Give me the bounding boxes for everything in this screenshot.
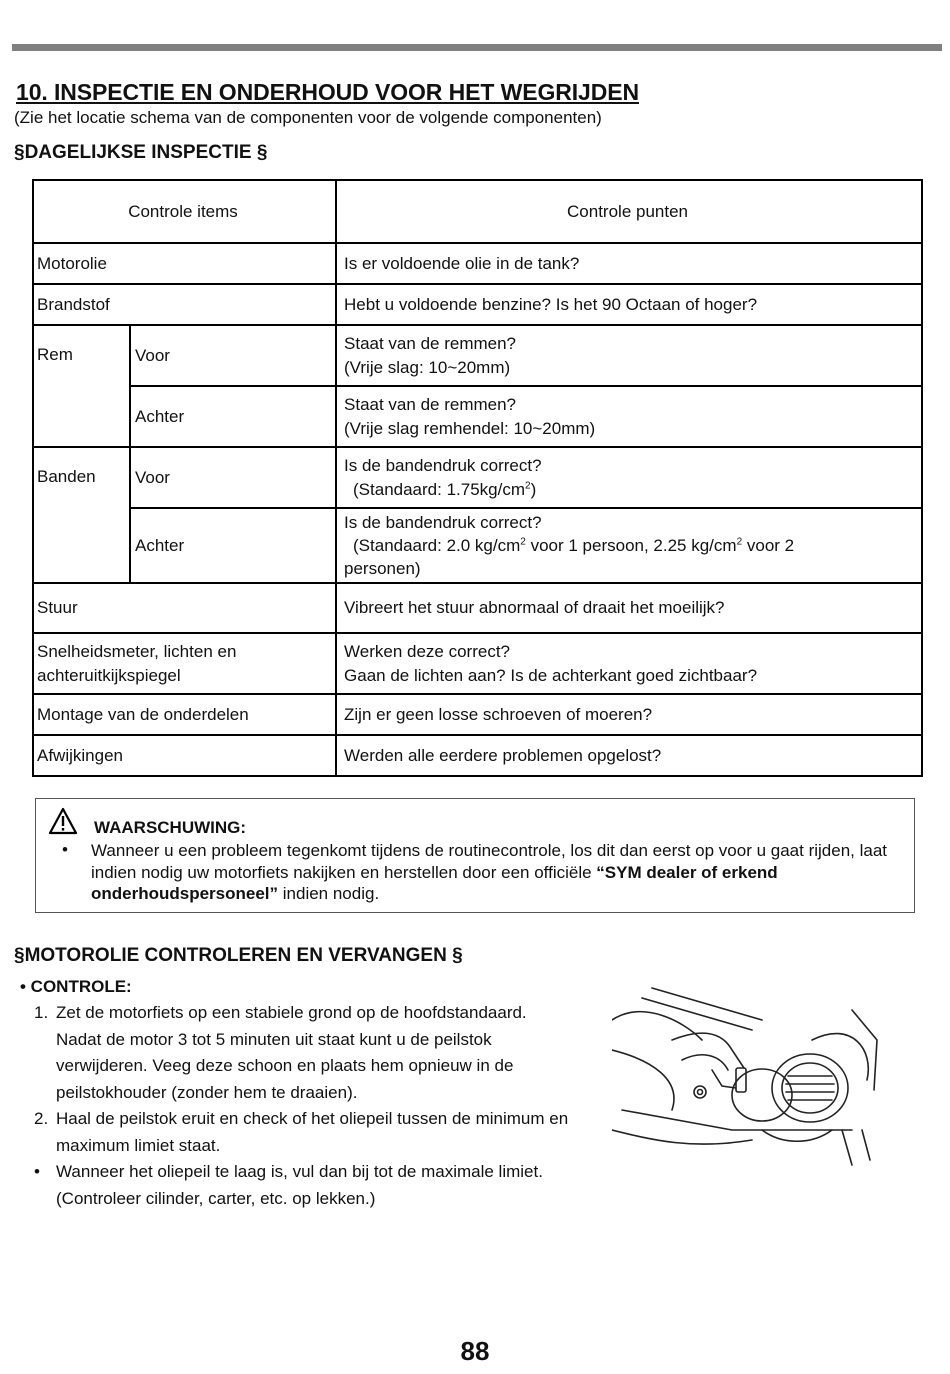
check-banden-voor-line2: [344, 478, 915, 502]
step-text: Zet de motorfiets op een stabiele grond op de hoofdstandaard. Nadat de motor 3 tot 5 minuten uit staat kunt u de peilstok verwijderen. Veeg deze schoon en plaats hem opnieuw in de peilstokhouder (zonder hem te draaien).: [56, 1003, 527, 1102]
check-rem-voor-line1: Staat van de remmen?: [344, 333, 516, 353]
step-number: •: [34, 1162, 40, 1181]
list-item: [34, 1000, 574, 1106]
check-banden-achter: [336, 508, 922, 583]
check-banden-voor: [336, 447, 922, 508]
check-rem-achter-line1: Staat van de remmen?: [344, 394, 516, 414]
check-banden-achter-line2-c: voor 2: [742, 536, 795, 555]
check-rem-achter: [336, 386, 922, 447]
check-stuur: Vibreert het stuur abnormaal of draait het moeilijk?: [336, 583, 922, 633]
item-montage: Montage van de onderdelen: [33, 694, 336, 735]
item-banden: Banden: [33, 447, 130, 583]
check-banden-voor-line2-b: ): [530, 479, 537, 499]
section-heading-oil: §MOTOROLIE CONTROLEREN EN VERVANGEN §: [14, 945, 463, 966]
page-subtitle: (Zie het locatie schema van de componenten voor de volgende componenten): [14, 108, 602, 127]
check-brandstof: Hebt u voldoende benzine? Is het 90 Octaan of hoger?: [336, 284, 922, 325]
item-stuur: Stuur: [33, 583, 336, 633]
item-snelheid-line2: achteruitkijkspiegel: [37, 665, 181, 685]
check-banden-voor-line2-a: (Standaard: 1.75kg/cm: [353, 479, 525, 499]
table-row: [33, 735, 922, 776]
check-rem-achter-line2: (Vrije slag remhendel: 10~20mm): [344, 418, 596, 438]
table-row: [33, 633, 922, 694]
list-item: [34, 1159, 574, 1212]
section-heading-daily-inspection: §DAGELIJKSE INSPECTIE §: [14, 142, 268, 163]
check-banden-achter-line2-a: (Standaard: 2.0 kg/cm: [353, 536, 521, 555]
page-title: 10. INSPECTIE EN ONDERHOUD VOOR HET WEGRIJDEN: [16, 79, 639, 105]
dipstick-illustration: [612, 980, 882, 1170]
item-snelheid: [33, 633, 336, 694]
table-header-row: [33, 180, 922, 243]
check-rem-voor-line2: (Vrije slag: 10~20mm): [344, 357, 511, 377]
check-snelheid-line1: Werken deze correct?: [344, 641, 510, 661]
step-number: 1.: [34, 1003, 49, 1022]
check-snelheid-line2: Gaan de lichten aan? Is de achterkant goed zichtbaar?: [344, 665, 758, 685]
table-row: [33, 284, 922, 325]
check-motorolie: Is er voldoende olie in de tank?: [336, 243, 922, 284]
check-banden-achter-line2-b: voor 1 persoon, 2.25 kg/cm: [525, 536, 737, 555]
oil-steps-list: [34, 1000, 574, 1212]
warning-text-a: Wanneer u een probleem tegenkomt tijdens de routinecontrole, los dit dan eerst op voor u gaat rijden, laat indien nodig uw motorfiets nakijken en herstellen door een officiële: [91, 841, 888, 882]
check-banden-achter-sup1: 2: [520, 536, 526, 548]
check-banden-achter-line2: [344, 534, 915, 557]
check-banden-achter-sup2: 2: [736, 536, 743, 548]
sub-rem-achter: Achter: [130, 386, 336, 447]
check-montage: Zijn er geen losse schroeven of moeren?: [336, 694, 922, 735]
check-banden-achter-line1: Is de bandendruk correct?: [344, 513, 542, 532]
warning-triangle-icon: [48, 807, 78, 835]
item-rem: Rem: [33, 325, 130, 447]
check-banden-voor-sup: 2: [525, 479, 531, 491]
item-afwijkingen: Afwijkingen: [33, 735, 336, 776]
item-snelheid-line1: Snelheidsmeter, lichten en: [37, 641, 237, 661]
step-text: Wanneer het oliepeil te laag is, vul dan bij tot de maximale limiet. (Controleer cilinder, carter, etc. op lekken.): [56, 1162, 543, 1208]
sub-banden-achter: Achter: [130, 508, 336, 583]
warning-text-bold: “SYM dealer of erkend onderhoudspersoneel”: [91, 862, 778, 903]
table-row: [33, 386, 922, 447]
item-motorolie: Motorolie: [33, 243, 336, 284]
sub-rem-voor: Voor: [130, 325, 336, 386]
warning-box: [35, 798, 915, 913]
step-number: 2.: [34, 1109, 49, 1128]
item-brandstof: Brandstof: [33, 284, 336, 325]
warning-text: [91, 840, 906, 905]
step-text: Haal de peilstok eruit en check of het oliepeil tussen de minimum en maximum limiet staat.: [56, 1109, 569, 1155]
table-row: [33, 694, 922, 735]
check-banden-achter-line3: personen): [344, 559, 421, 578]
check-rem-voor: [336, 325, 922, 386]
warning-text-b: indien nodig.: [278, 884, 380, 903]
header-controle-punten: Controle punten: [336, 180, 922, 243]
inspection-table: [32, 179, 923, 777]
header-controle-items: Controle items: [33, 180, 336, 243]
table-row: [33, 325, 922, 386]
check-snelheid: [336, 633, 922, 694]
page-number: 88: [460, 1336, 490, 1366]
table-row: [33, 508, 922, 583]
check-afwijkingen: Werden alle eerdere problemen opgelost?: [336, 735, 922, 776]
table-row: [33, 243, 922, 284]
warning-title: WAARSCHUWING:: [94, 818, 247, 837]
top-rule: [12, 44, 942, 51]
warning-bullet: •: [62, 840, 68, 859]
check-banden-voor-line1: Is de bandendruk correct?: [344, 455, 542, 475]
sub-banden-voor: Voor: [130, 447, 336, 508]
table-row: [33, 447, 922, 508]
controle-heading: • CONTROLE:: [20, 977, 132, 996]
table-row: [33, 583, 922, 633]
list-item: [34, 1106, 574, 1159]
